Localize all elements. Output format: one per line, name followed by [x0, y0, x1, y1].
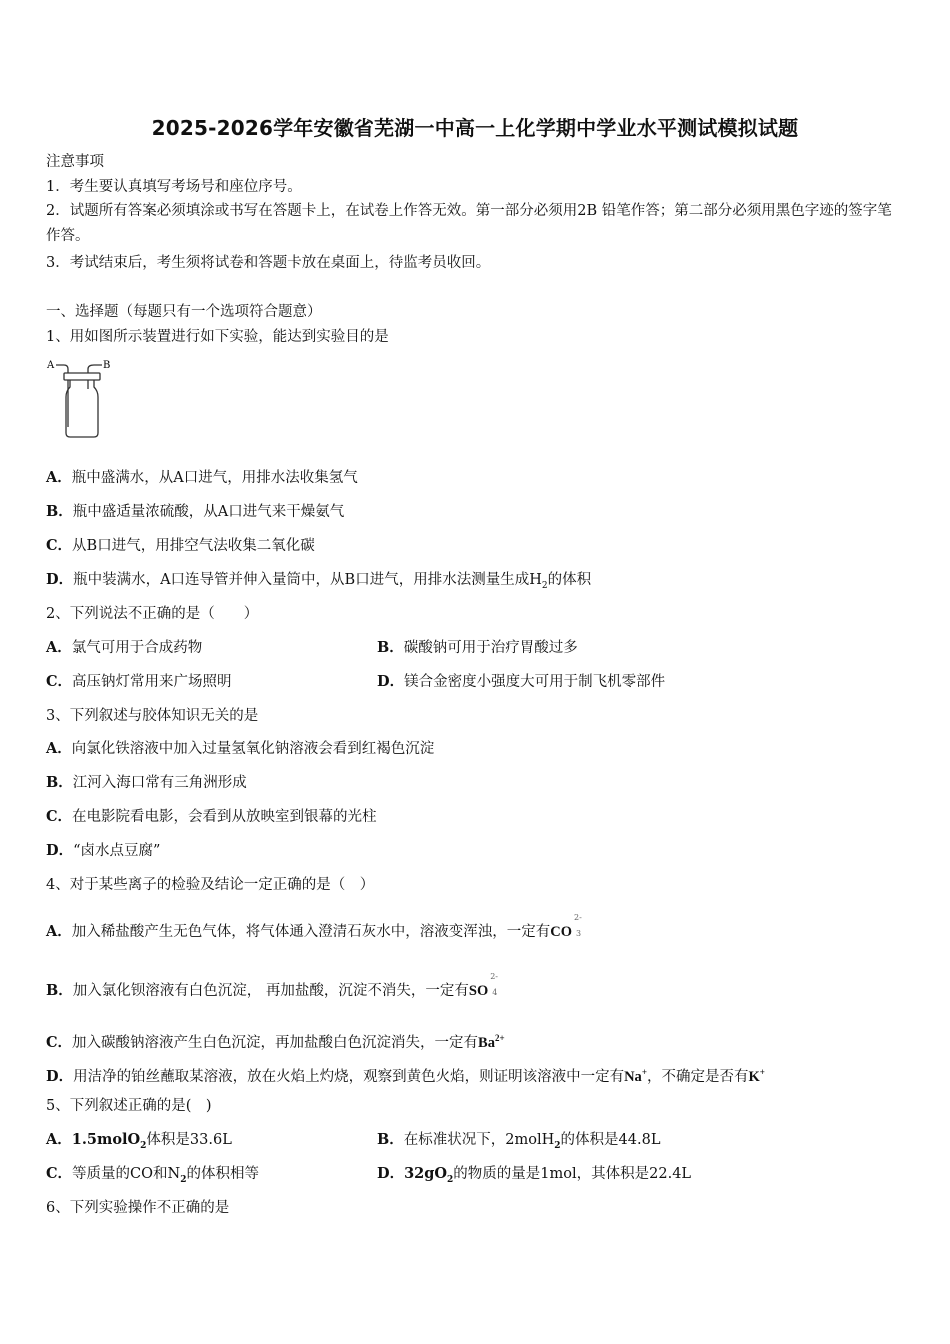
q1-option-c: C．从B口进气，用排空气法收集二氧化碳: [46, 537, 315, 554]
q1-option-b: B．瓶中盛适量浓硫酸，从A口进气来干燥氨气: [46, 503, 345, 520]
question-5-stem: 5、下列叙述正确的是( ): [46, 1098, 212, 1114]
notice-heading: 注意事项: [46, 154, 104, 170]
q2-option-b: B．碳酸钠可用于治疗胃酸过多: [377, 639, 578, 656]
question-1-stem: 1、用如图所示装置进行如下实验，能达到实验目的是: [46, 329, 389, 345]
q3-option-d: D．“卤水点豆腐”: [46, 842, 161, 859]
q3-option-b: B．江河入海口常有三角洲形成: [46, 774, 247, 791]
q2-option-d: D．镁合金密度小强度大可用于制飞机零部件: [377, 673, 666, 690]
bottle: [66, 380, 98, 437]
q1-option-a: A．瓶中盛满水，从A口进气，用排水法收集氢气: [46, 469, 358, 486]
section-heading: 一、选择题（每题只有一个选项符合题意）: [46, 304, 322, 320]
question-4-stem: 4、对于某些离子的检验及结论一定正确的是（ ）: [46, 877, 375, 893]
notice-item: 1．考生要认真填写考场号和座位序号。: [46, 179, 302, 195]
notice-item: 3．考试结束后，考生须将试卷和答题卡放在桌面上，待监考员收回。: [46, 255, 491, 271]
q4-option-b: B．加入氯化钡溶液有白色沉淀， 再加盐酸，沉淀不消失，一定有SO 2- 4: [46, 972, 499, 999]
question-6-stem: 6、下列实验操作不正确的是: [46, 1200, 230, 1216]
q3-option-a: A．向氯化铁溶液中加入过量氢氧化钠溶液会看到红褐色沉淀: [46, 740, 435, 757]
q4-option-d: D．用洁净的铂丝蘸取某溶液，放在火焰上灼烧，观察到黄色火焰，则证明该溶液中一定有Na+，不确定是否有K+: [46, 1067, 765, 1085]
q5-option-b: B．在标准状况下，2molH$_2$的体积是44.8L: [377, 1131, 661, 1151]
q4-option-a: A．加入稀盐酸产生无色气体，将气体通入澄清石灰水中，溶液变浑浊，一定有CO 2- 3: [46, 913, 582, 940]
q2-option-a: A．氯气可用于合成药物: [46, 639, 203, 656]
q1-option-d: D．瓶中装满水，A口连导管并伸入量筒中，从B口进气，用排水法测量生成$H_2$的体积: [46, 571, 592, 591]
page-title: 2025-2026学年安徽省芜湖一中高一上化学期中学业水平测试模拟试题: [151, 116, 799, 140]
gas-bottle-diagram: [46, 355, 118, 441]
port-b-label: B: [103, 360, 111, 371]
stopper: [64, 373, 100, 380]
q3-option-c: C．在电影院看电影，会看到从放映室到银幕的光柱: [46, 808, 377, 825]
q5-option-a: A．1.5molO$_2$体积是33.6L: [46, 1131, 232, 1151]
q5-option-c: C．等质量的CO和$N_2$的体积相等: [46, 1165, 259, 1185]
q5-option-d: D．$32gO_2$的物质的量是1mol，其体积是22.4L: [377, 1165, 692, 1185]
port-a-label: A: [47, 360, 55, 371]
question-2-stem: 2、下列说法不正确的是（ ）: [46, 606, 259, 622]
notice-item: 2．试题所有答案必须填涂或书写在答题卡上，在试卷上作答无效。第一部分必须用2B 铅笔作答；第二部分必须用黑色字迹的签字笔作答。: [46, 203, 892, 244]
q2-option-c: C．高压钠灯常用来广场照明: [46, 673, 232, 690]
question-3-stem: 3、下列叙述与胶体知识无关的是: [46, 708, 259, 724]
q4-option-c: C．加入碳酸钠溶液产生白色沉淀，再加盐酸白色沉淀消失，一定有$Ba^{2+}$: [46, 1033, 505, 1051]
